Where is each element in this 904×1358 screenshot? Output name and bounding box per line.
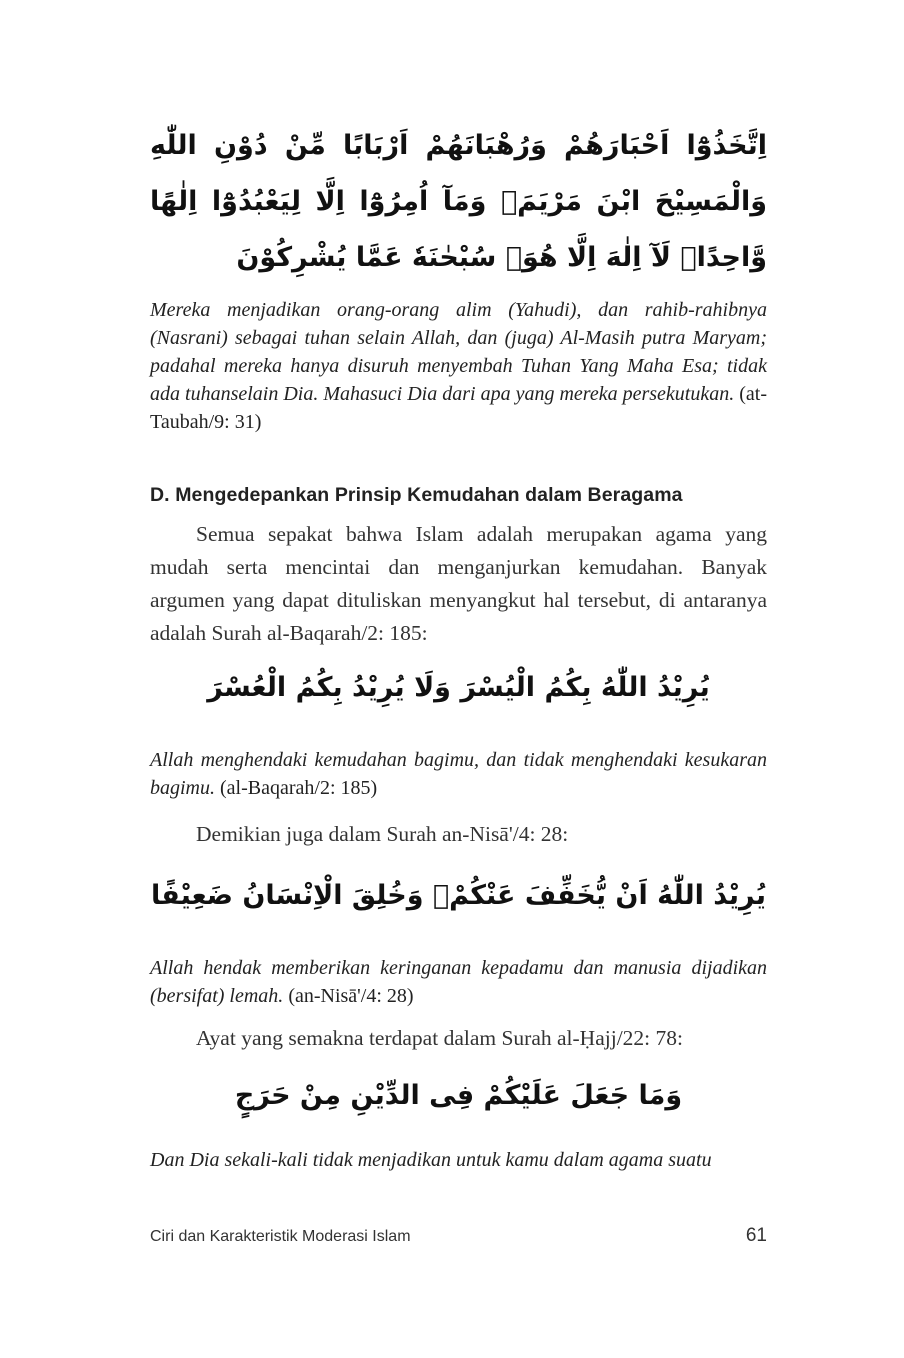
translation-text: Dan Dia sekali-kali tidak menjadikan untuk kamu dalam agama suatu (150, 1149, 712, 1171)
verse-reference: (al-Baqarah/2: 185) (220, 777, 378, 799)
translation-an-nisa (150, 954, 767, 1010)
body-paragraph: Semua sepakat bahwa Islam adalah merupakan agama yang mudah serta mencintai dan menganjurkan kemudahan. Banyak argumen yang dapat dituliskan menyangkut hal tersebut, di antaranya adalah Surah al-Baqarah/2: 185: (150, 522, 767, 645)
intro-an-nisa: Demikian juga dalam Surah an-Nisā'/4: 28: (196, 822, 569, 846)
quran-verse-al-baqarah-arabic: يُرِيْدُ اللّٰهُ بِكُمُ الْيُسْرَ وَلَا يُرِيْدُ بِكُمُ الْعُسْرَ (207, 672, 710, 703)
intro-al-hajj: Ayat yang semakna terdapat dalam Surah al-Ḥajj/22: 78: (196, 1026, 683, 1050)
book-page (150, 0, 767, 1358)
running-title: Ciri dan Karakteristik Moderasi Islam (150, 1228, 411, 1245)
quran-verse-at-taubah-arabic: اِتَّخَذُوْٓا اَحْبَارَهُمْ وَرُهْبَانَهُمْ اَرْبَابًا مِّنْ دُوْنِ اللّٰهِ وَالْمَسِيْحَ ابْنَ مَرْيَمَۚ وَمَآ اُمِرُوْٓا اِلَّا لِيَعْبُدُوْٓا اِلٰهًا وَّاحِدًاۚ لَآ اِلٰهَ اِلَّا هُوَۗ سُبْحٰنَهٗ عَمَّا يُشْرِكُوْنَ (150, 130, 767, 273)
quran-verse-al-hajj-arabic: وَمَا جَعَلَ عَلَيْكُمْ فِى الدِّيْنِ مِنْ حَرَجٍ (234, 1080, 683, 1111)
verse-reference: (at-Taubah/9: 31) (150, 383, 768, 433)
verse-reference: (an-Nisā'/4: 28) (288, 985, 414, 1007)
translation-al-hajj (150, 1146, 767, 1174)
translation-al-baqarah (150, 746, 767, 802)
translation-text: Allah menghendaki kemudahan bagimu, dan tidak menghendaki kesukaran bagimu. (150, 749, 767, 799)
translation-text: Mereka menjadikan orang-orang alim (Yahudi), dan rahib-rahibnya (Nasrani) sebagai tuhan selain Allah, dan (juga) Al-Masih putra Maryam; padahal mereka hanya disuruh menyembah Tuhan Yang Maha Esa; tidak ada tuhanselain Dia. Mahasuci Dia dari apa yang mereka persekutukan. (150, 299, 767, 405)
page-number: 61 (745, 1225, 767, 1246)
quran-verse-an-nisa-arabic: يُرِيْدُ اللّٰهُ اَنْ يُّخَفِّفَ عَنْكُمْۚ وَخُلِقَ الْاِنْسَانُ ضَعِيْفًا (151, 880, 766, 911)
translation-text: Allah hendak memberikan keringanan kepadamu dan manusia dijadikan (bersifat) lemah. (150, 957, 767, 1007)
translation-at-taubah (150, 296, 767, 436)
page-footer (150, 1225, 767, 1247)
section-heading: D. Mengedepankan Prinsip Kemudahan dalam Beragama (150, 484, 683, 506)
